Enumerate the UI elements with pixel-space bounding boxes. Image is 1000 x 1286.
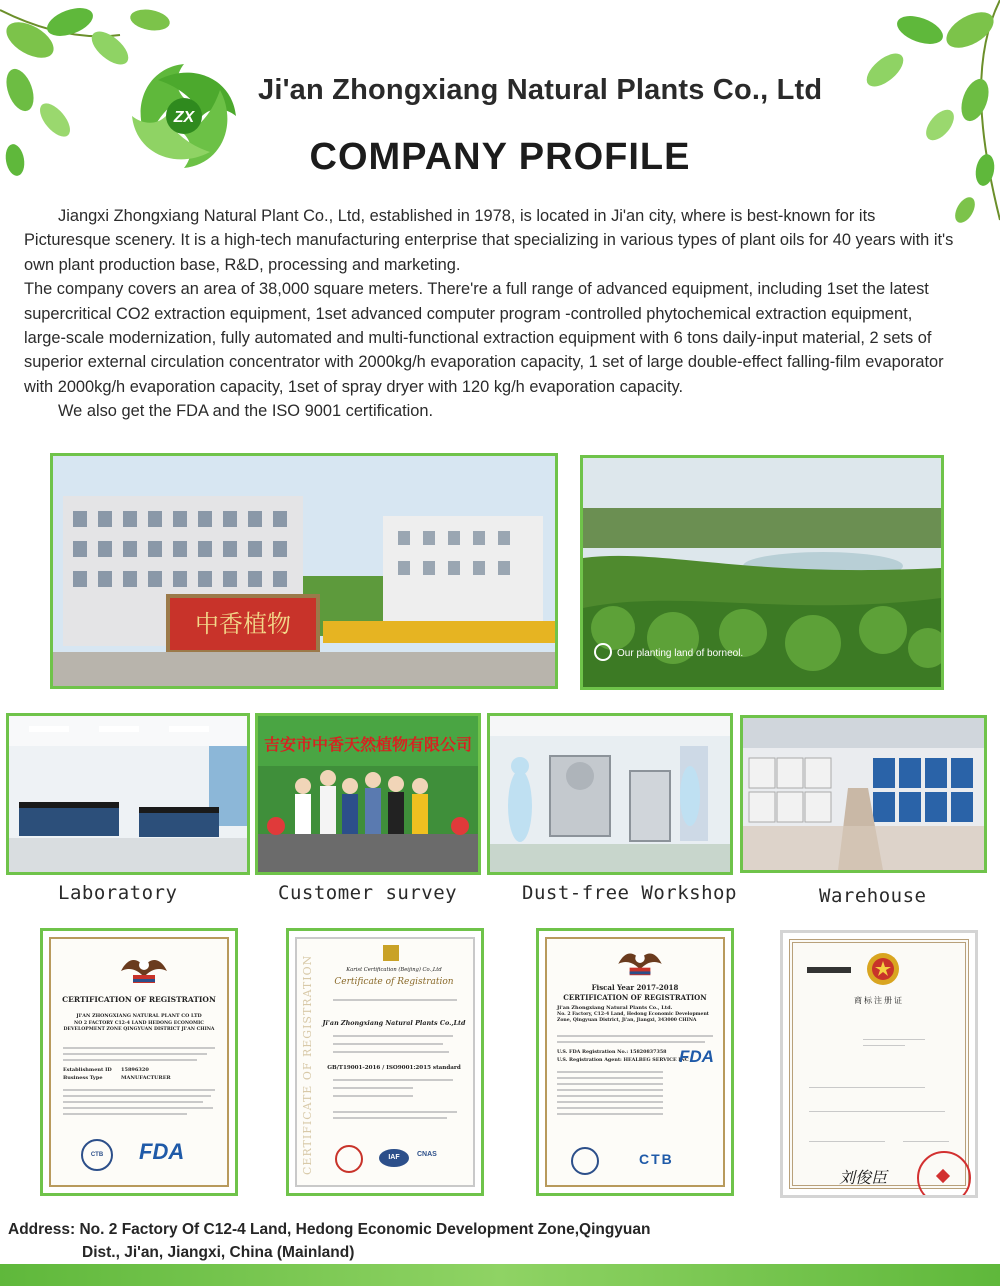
cert1-id-label: Establishment ID <box>63 1067 112 1073</box>
company-name: Ji'an Zhongxiang Natural Plants Co., Ltd <box>258 74 823 106</box>
cert1-title: CERTIFICATION OF REGISTRATION <box>62 995 216 1004</box>
national-emblem-icon <box>865 951 901 987</box>
dust-free-workshop-caption: Dust-free Workshop <box>522 882 737 904</box>
company-intro <box>24 204 954 424</box>
cert2-badge-1: IAF <box>379 1149 409 1167</box>
trademark-certificate <box>780 930 978 1198</box>
cert4-red-stamp-icon <box>917 1151 971 1198</box>
cert3-address: No. 2 Factory, C12-4 Land, Hedong Economic Development Zone, Qingyuan District, Ji'an, Jiangxi, 343000 CHINA <box>557 1012 709 1023</box>
cert3-company: Ji'an Zhongxiang Natural Plants Co., Ltd. <box>557 1005 673 1011</box>
cert4-header-mark <box>807 967 851 973</box>
cert3-title: CERTIFICATION OF REGISTRATION <box>563 993 707 1002</box>
cert1-type-value: MANUFACTURER <box>121 1075 171 1081</box>
cert1-id-value: 15896320 <box>121 1067 149 1073</box>
cert3-badge-1: FDA <box>679 1047 714 1066</box>
cert4-signature: 刘俊臣 <box>839 1168 888 1187</box>
cert4-title: 商标注册证 <box>854 996 904 1005</box>
intro-paragraph-2: The company covers an area of 38,000 square meters. There're a full range of advanced equipment, including 1set the latest supercritical CO2 extraction equipment, 1set advanced computer program -controlled phytochemical extraction equipment, large-scale modernization, fully automated and multi-functional extraction equipment with 6 tons daily-input material, 2 sets of superior external circulation concentrator with 2000kg/h evaporation capacity, 1 set of large double-effect falling-film evaporator with 2000kg/h evaporation capacity, 1set of spray dryer with 120 kg/h evaporation capacity. <box>24 280 944 396</box>
cert1-badge-1: CTB <box>81 1139 113 1171</box>
warehouse-caption: Warehouse <box>819 885 927 907</box>
cert1-badge-2: FDA <box>139 1139 185 1164</box>
footer-bar <box>0 1264 1000 1286</box>
svg-text:中香植物: 中香植物 <box>195 610 291 638</box>
eagle-seal-icon-2 <box>615 945 665 979</box>
address-line-1: Address: No. 2 Factory Of C12-4 Land, Hedong Economic Development Zone,Qingyuan <box>8 1221 651 1238</box>
page-title: COMPANY PROFILE <box>309 136 691 178</box>
cert3-reg-no: U.S. FDA Registration No.: 15820837358 <box>557 1049 667 1055</box>
company-address <box>8 1218 651 1264</box>
cert1-company: JI'AN ZHONGXIANG NATURAL PLANT CO LTD <box>76 1013 202 1019</box>
laboratory-caption: Laboratory <box>58 882 178 904</box>
cert3-agent: U.S. Registration Agent: HEALBEG SERVICE INC <box>557 1057 689 1063</box>
customer-survey-caption: Customer survey <box>278 882 458 904</box>
cert1-address: NO 2 FACTORY C12-4 LAND HEDONG ECONOMIC DEVELOPMENT ZONE QINGYUAN DISTRICT JI'AN CHINA <box>63 1021 215 1032</box>
cert2-agency: Karist Certification (Beijing) Co.,Ltd <box>346 967 442 973</box>
eagle-seal-icon <box>119 951 169 987</box>
cert2-title: Certificate of Registration <box>334 977 454 987</box>
svg-text:Our planting land of borneol.: Our planting land of borneol. <box>617 648 744 659</box>
cert3-seal-icon <box>571 1147 599 1175</box>
cert2-side-text: CERTIFICATE OF REGISTRATION <box>301 954 314 1175</box>
cert2-standard: GB/T19001-2016 / ISO9001:2015 standard <box>327 1065 461 1071</box>
cert3-badge-2: CTB <box>639 1151 674 1167</box>
address-line-2: Dist., Ji'an, Jiangxi, China (Mainland) <box>82 1244 355 1261</box>
fda-registration-certificate <box>40 928 238 1196</box>
cert2-seal-icon <box>335 1145 363 1173</box>
factory-photo <box>50 453 558 689</box>
cert2-logo-icon <box>383 945 399 961</box>
cert1-type-label: Business Type <box>63 1075 103 1081</box>
iso-registration-certificate <box>286 928 484 1196</box>
cert2-company: Ji'an Zhongxiang Natural Plants Co.,Ltd <box>322 1019 466 1027</box>
intro-paragraph-3: We also get the FDA and the ISO 9001 certification. <box>58 402 434 421</box>
dust-free-workshop-photo <box>487 713 733 875</box>
cert3-year: Fiscal Year 2017-2018 <box>591 983 679 992</box>
cert2-badge-2: CNAS <box>417 1151 437 1158</box>
plantation-photo <box>580 455 944 690</box>
laboratory-photo <box>6 713 250 875</box>
svg-text:ZX: ZX <box>173 109 195 126</box>
customer-survey-photo <box>255 713 481 875</box>
warehouse-photo <box>740 715 987 873</box>
fda-fiscal-certificate <box>536 928 734 1196</box>
intro-paragraph-1: Jiangxi Zhongxiang Natural Plant Co., Ltd, established in 1978, is located in Ji'an city, where is best-known for its Picturesque scenery. It is a high-tech manufacturing enterprise that specializing in various types of plant oils for 40 years with it's own plant production base, R&D, processing and marketing. <box>24 207 954 274</box>
svg-text:吉安市中香天然植物有限公司: 吉安市中香天然植物有限公司 <box>263 735 473 754</box>
